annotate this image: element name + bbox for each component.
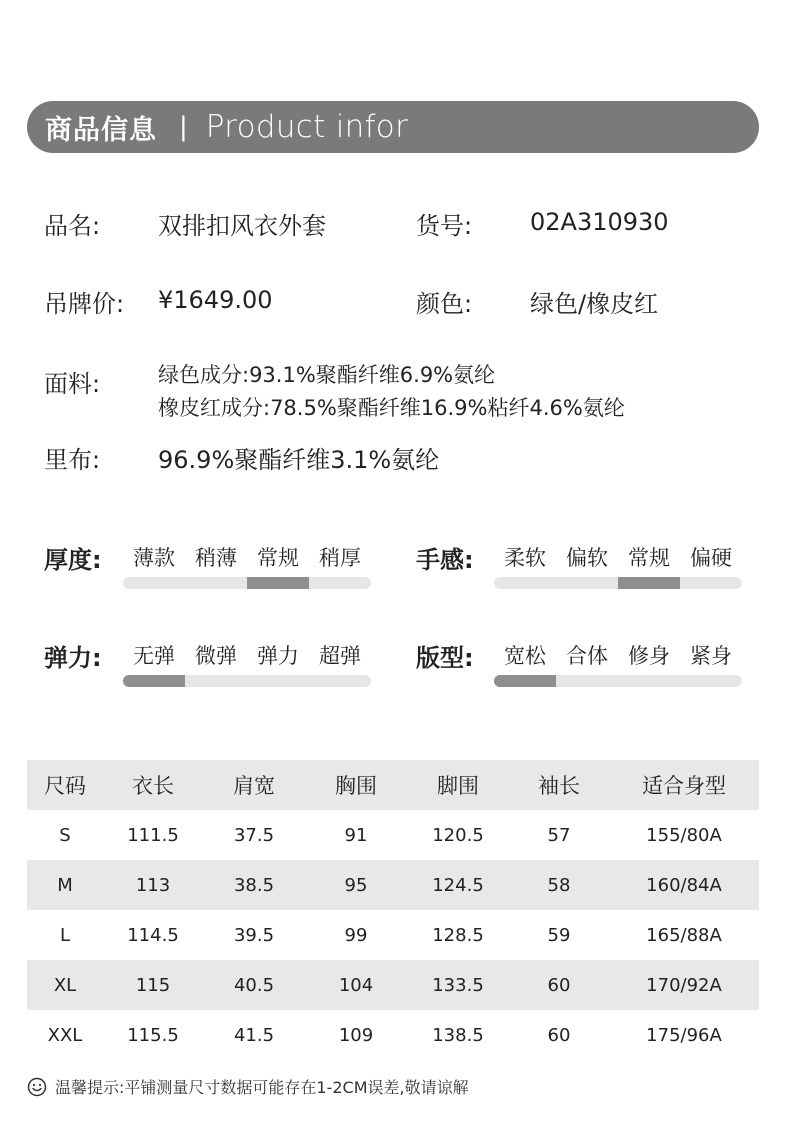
thickness-options <box>123 542 371 572</box>
table-cell: 109 <box>338 1024 374 1046</box>
thickness-option: 薄款 <box>133 546 175 570</box>
table-cell: 39.5 <box>233 924 275 946</box>
thickness-bar-fill <box>247 577 309 589</box>
table-cell: XL <box>53 974 77 996</box>
table-cell: 124.5 <box>432 874 484 896</box>
fit-options <box>494 640 742 670</box>
fit-label: 版型: <box>416 644 474 672</box>
table-cell: 57 <box>547 824 571 846</box>
table-cell: 60 <box>547 1024 571 1046</box>
thickness-option: 稍薄 <box>195 546 237 570</box>
handfeel-bar <box>494 577 742 589</box>
column-header: 肩宽 <box>233 774 275 798</box>
table-cell: 160/84A <box>646 874 722 896</box>
handfeel-label: 手感: <box>416 546 474 574</box>
handfeel-option: 偏软 <box>566 546 608 570</box>
thickness-option: 稍厚 <box>319 546 361 570</box>
table-cell: 37.5 <box>233 824 275 846</box>
table-cell: 91 <box>344 824 368 846</box>
column-header: 胸围 <box>335 774 377 798</box>
table-cell: M <box>57 874 73 896</box>
handfeel-option: 柔软 <box>504 546 546 570</box>
header-title-cn: 商品信息 <box>45 114 157 146</box>
table-cell: 40.5 <box>233 974 275 996</box>
tip-text: 温馨提示:平铺测量尺寸数据可能存在1-2CM误差,敬请谅解 <box>55 1078 469 1097</box>
sku-value: 02A310930 <box>530 208 669 236</box>
elasticity-option: 超弹 <box>319 644 361 668</box>
handfeel-option: 偏硬 <box>690 546 732 570</box>
fit-option: 合体 <box>566 644 608 668</box>
table-row <box>27 860 759 910</box>
table-cell: 114.5 <box>127 924 179 946</box>
elasticity-label: 弹力: <box>44 644 102 672</box>
fit-bar-fill <box>494 675 556 687</box>
color-value: 绿色/橡皮红 <box>530 290 659 318</box>
elasticity-option: 无弹 <box>133 644 175 668</box>
table-cell: 95 <box>344 874 368 896</box>
handfeel-option: 常规 <box>628 546 670 570</box>
size-table <box>27 760 759 1060</box>
table-cell: 113 <box>135 874 171 896</box>
fit-option: 修身 <box>628 644 670 668</box>
table-header-row <box>27 760 759 810</box>
elasticity-options <box>123 640 371 670</box>
fit-option: 紧身 <box>690 644 732 668</box>
elasticity-option: 微弹 <box>195 644 237 668</box>
table-cell: 60 <box>547 974 571 996</box>
table-cell: 115.5 <box>127 1024 179 1046</box>
column-header: 袖长 <box>538 774 580 798</box>
name-value: 双排扣风衣外套 <box>158 212 326 240</box>
fit-bar <box>494 675 742 687</box>
table-cell: 41.5 <box>233 1024 275 1046</box>
thickness-bar <box>123 577 371 589</box>
table-cell: 111.5 <box>127 824 179 846</box>
table-cell: 58 <box>547 874 571 896</box>
table-cell: 138.5 <box>432 1024 484 1046</box>
header-separator: | <box>179 112 188 142</box>
column-header: 脚围 <box>437 774 479 798</box>
fabric-line-2: 橡皮红成分:78.5%聚酯纤维16.9%粘纤4.6%氨纶 <box>158 396 625 420</box>
elasticity-bar <box>123 675 371 687</box>
table-cell: XXL <box>47 1024 83 1046</box>
lining-label: 里布: <box>44 446 101 474</box>
smile-icon <box>27 1077 47 1097</box>
elasticity-bar-fill <box>123 675 185 687</box>
table-cell: 170/92A <box>646 974 722 996</box>
table-cell: 175/96A <box>646 1024 722 1046</box>
column-header: 衣长 <box>132 774 174 798</box>
table-cell: 165/88A <box>646 924 722 946</box>
handfeel-options <box>494 542 742 572</box>
table-cell: 59 <box>547 924 571 946</box>
fit-option: 宽松 <box>504 644 546 668</box>
table-cell: 120.5 <box>432 824 484 846</box>
sku-label: 货号: <box>416 212 473 240</box>
fabric-label: 面料: <box>44 370 101 398</box>
table-cell: 104 <box>338 974 374 996</box>
column-header: 适合身型 <box>642 774 726 798</box>
table-cell: S <box>59 824 71 846</box>
price-value: ¥1649.00 <box>158 286 273 314</box>
table-cell: 155/80A <box>646 824 722 846</box>
header-title-en: Product infor <box>205 109 409 145</box>
table-row <box>27 1010 759 1060</box>
thickness-option: 常规 <box>257 546 299 570</box>
table-cell: 133.5 <box>432 974 484 996</box>
column-header: 尺码 <box>44 774 86 798</box>
table-row <box>27 910 759 960</box>
table-row <box>27 810 759 860</box>
table-cell: L <box>59 924 71 946</box>
lining-value: 96.9%聚酯纤维3.1%氨纶 <box>158 446 440 474</box>
handfeel-bar-fill <box>618 577 680 589</box>
section-header-banner <box>27 101 759 153</box>
table-row <box>27 960 759 1010</box>
table-cell: 115 <box>135 974 171 996</box>
table-cell: 128.5 <box>432 924 484 946</box>
table-cell: 99 <box>344 924 368 946</box>
thickness-label: 厚度: <box>44 546 102 574</box>
elasticity-option: 弹力 <box>257 644 299 668</box>
fabric-line-1: 绿色成分:93.1%聚酯纤维6.9%氨纶 <box>158 363 496 387</box>
table-cell: 38.5 <box>233 874 275 896</box>
name-label: 品名: <box>44 212 101 240</box>
price-label: 吊牌价: <box>44 290 125 318</box>
measurement-tip <box>27 1075 469 1098</box>
color-label: 颜色: <box>416 290 473 318</box>
